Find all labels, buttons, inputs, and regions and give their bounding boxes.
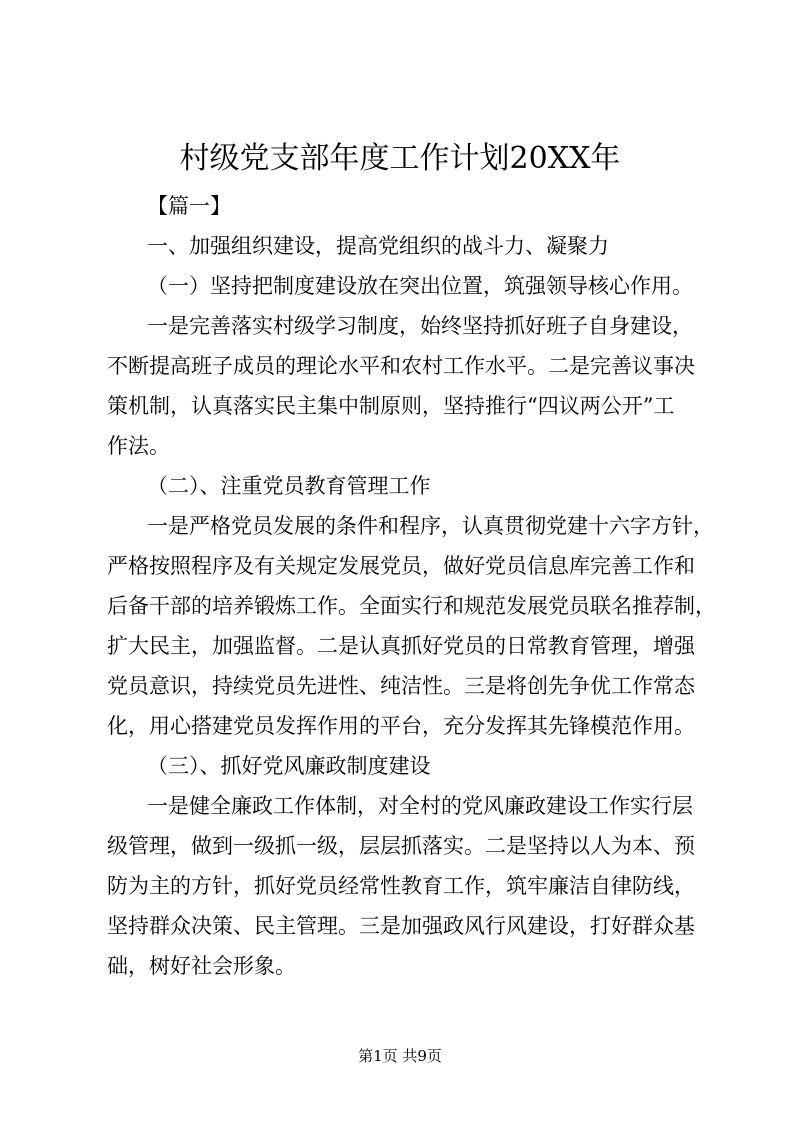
paragraph-line: 坚持群众决策、民主管理。三是加强政风行风建设，打好群众基 bbox=[107, 914, 695, 938]
paragraph-line: 一是健全廉政工作体制，对全村的党风廉政建设工作实行层 bbox=[147, 794, 693, 818]
paragraph-line: 级管理，做到一级抓一级，层层抓落实。二是坚持以人为本、预 bbox=[107, 834, 695, 858]
heading-level-1: 一、加强组织建设，提高党组织的战斗力、凝聚力 bbox=[147, 234, 609, 258]
paragraph-line: 策机制，认真落实民主集中制原则，坚持推行“四议两公开”工 bbox=[107, 394, 675, 418]
paragraph-line: 后备干部的培养锻炼工作。全面实行和规范发展党员联名推荐制， bbox=[107, 594, 716, 618]
paragraph-line: 严格按照程序及有关规定发展党员，做好党员信息库完善工作和 bbox=[107, 554, 695, 578]
paragraph-line: 一是完善落实村级学习制度，始终坚持抓好班子自身建设， bbox=[147, 314, 693, 338]
document-title: 村级党支部年度工作计划20XX年 bbox=[179, 141, 621, 176]
paragraph-line: 不断提高班子成员的理论水平和农村工作水平。二是完善议事决 bbox=[107, 354, 695, 378]
paragraph-line: 作法。 bbox=[107, 434, 170, 458]
section-label: 【篇一】 bbox=[147, 194, 231, 218]
paragraph-line: 化，用心搭建党员发挥作用的平台，充分发挥其先锋模范作用。 bbox=[107, 714, 695, 738]
paragraph-line: 一是严格党员发展的条件和程序，认真贯彻党建十六字方针， bbox=[147, 514, 714, 538]
document-body bbox=[107, 186, 727, 986]
page-footer: 第1页 共9页 bbox=[358, 1047, 442, 1065]
paragraph-line: 础，树好社会形象。 bbox=[107, 954, 296, 978]
paragraph-line: 扩大民主，加强监督。二是认真抓好党员的日常教育管理，增强 bbox=[107, 634, 695, 658]
heading-level-2: （二）、注重党员教育管理工作 bbox=[147, 474, 431, 498]
paragraph-line: 党员意识，持续党员先进性、纯洁性。三是将创先争优工作常态 bbox=[107, 674, 695, 698]
heading-level-2: （一）坚持把制度建设放在突出位置，筑强领导核心作用。 bbox=[147, 274, 693, 298]
paragraph-line: 防为主的方针，抓好党员经常性教育工作，筑牢廉洁自律防线， bbox=[107, 874, 695, 898]
heading-level-2: （三）、抓好党风廉政制度建设 bbox=[147, 754, 431, 778]
